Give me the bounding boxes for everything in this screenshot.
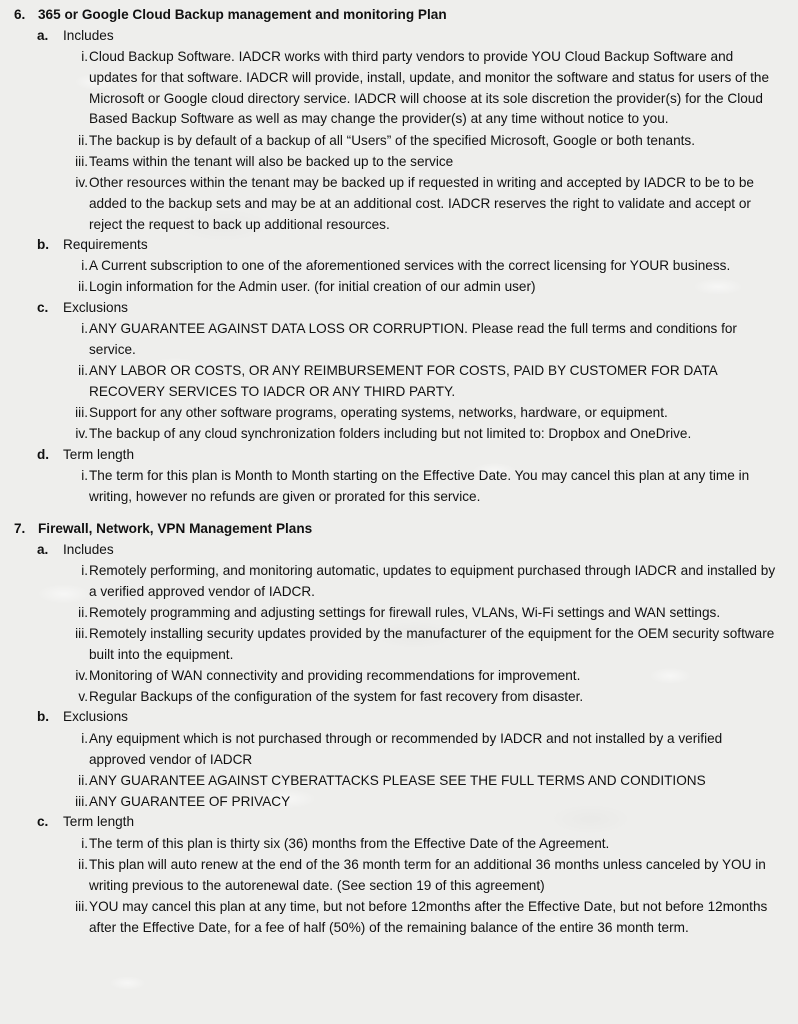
list-item-7b-i: [60, 729, 776, 771]
subsection-7b-heading: [37, 709, 128, 724]
item-numeral: iii.: [75, 899, 88, 914]
item-text: ANY GUARANTEE AGAINST CYBERATTACKS PLEASE SEE THE FULL TERMS AND CONDITIONS: [89, 773, 706, 788]
item-numeral: ii.: [78, 133, 88, 148]
subsection-label: Term length: [63, 814, 135, 829]
item-numeral: ii.: [78, 773, 88, 788]
list-item-6c-iv: [60, 424, 776, 445]
list-item-6a-iii: [60, 152, 776, 173]
item-text: The backup of any cloud synchronization folders including but not limited to: Dropbox and OneDrive.: [89, 426, 692, 441]
list-item-7a-v: [60, 687, 776, 708]
subsection-letter: c.: [37, 814, 49, 829]
item-text: Other resources within the tenant may be backed up if requested in writing and accepted by IADCR to be to be added to the backup sets and may be at an additional cost. IADCR reserves the right to validate and accept or reject the request to back up additional resources.: [89, 175, 754, 232]
item-text: Remotely performing, and monitoring automatic, updates to equipment purchased through IADCR and installed by a verified approved vendor of IADCR.: [89, 563, 776, 599]
list-item-7a-iii: [60, 624, 776, 666]
list-item-6b-i: [60, 256, 776, 277]
subsection-6c-heading: [37, 300, 128, 315]
subsection-label: Includes: [63, 542, 114, 557]
item-text: Any equipment which is not purchased through or recommended by IADCR and not installed by a verified approved vendor of IADCR: [89, 731, 723, 767]
item-numeral: iii.: [75, 794, 88, 809]
item-text: ANY GUARANTEE OF PRIVACY: [89, 794, 291, 809]
item-text: ANY LABOR OR COSTS, OR ANY REIMBURSEMENT FOR COSTS, PAID BY CUSTOMER FOR DATA RECOVERY SERVICES TO IADCR OR ANY THIRD PARTY.: [89, 363, 717, 399]
subsection-6b-heading: [37, 237, 148, 252]
list-item-7b-ii: [60, 771, 776, 792]
list-item-7c-i: [60, 834, 776, 855]
subsection-7c-heading: [37, 814, 134, 829]
item-numeral: i.: [81, 731, 88, 746]
subsection-label: Term length: [63, 447, 135, 462]
section-6-heading: [14, 7, 447, 22]
item-numeral: iii.: [75, 405, 88, 420]
subsection-7a-heading: [37, 542, 114, 557]
item-text: Regular Backups of the configuration of the system for fast recovery from disaster.: [89, 689, 584, 704]
item-numeral: iv.: [75, 426, 88, 441]
subsection-label: Includes: [63, 28, 114, 43]
item-numeral: i.: [81, 468, 88, 483]
list-item-7a-ii: [60, 603, 776, 624]
subsection-label: Exclusions: [63, 300, 128, 315]
section-7-heading: [14, 521, 312, 536]
subsection-letter: c.: [37, 300, 49, 315]
item-text: Teams within the tenant will also be backed up to the service: [89, 154, 454, 169]
item-numeral: iii.: [75, 154, 88, 169]
item-numeral: ii.: [78, 279, 88, 294]
item-numeral: iv.: [75, 668, 88, 683]
list-item-7c-iii: [60, 897, 776, 939]
item-numeral: i.: [81, 836, 88, 851]
subsection-letter: b.: [37, 237, 50, 252]
item-numeral: i.: [81, 321, 88, 336]
item-text: ANY GUARANTEE AGAINST DATA LOSS OR CORRUPTION. Please read the full terms and conditions for service.: [89, 321, 737, 357]
list-item-6c-i: [60, 319, 776, 361]
list-item-6a-i: [60, 47, 776, 130]
item-numeral: i.: [81, 258, 88, 273]
list-item-6a-ii: [60, 131, 776, 152]
item-text: The term for this plan is Month to Month starting on the Effective Date. You may cancel this plan at any time in writing, however no refunds are given or prorated for this service.: [89, 468, 750, 504]
item-text: Monitoring of WAN connectivity and providing recommendations for improvement.: [89, 668, 581, 683]
item-text: Remotely programming and adjusting settings for firewall rules, VLANs, Wi-Fi settings and WAN settings.: [89, 605, 721, 620]
section-title: Firewall, Network, VPN Management Plans: [38, 521, 313, 536]
list-item-7a-i: [60, 561, 776, 603]
section-number: 7.: [14, 521, 26, 536]
item-numeral: ii.: [78, 363, 88, 378]
subsection-label: Requirements: [63, 237, 148, 252]
list-item-6c-ii: [60, 361, 776, 403]
subsection-letter: a.: [37, 28, 49, 43]
item-numeral: i.: [81, 49, 88, 64]
item-numeral: iii.: [75, 626, 88, 641]
item-text: Support for any other software programs, operating systems, networks, hardware, or equipment.: [89, 405, 668, 420]
item-text: The term of this plan is thirty six (36) months from the Effective Date of the Agreement.: [89, 836, 610, 851]
item-numeral: i.: [81, 563, 88, 578]
subsection-letter: a.: [37, 542, 49, 557]
item-text: Login information for the Admin user. (for initial creation of our admin user): [89, 279, 536, 294]
section-title: 365 or Google Cloud Backup management and monitoring Plan: [38, 7, 447, 22]
item-text: The backup is by default of a backup of all “Users” of the specified Microsoft, Google or both tenants.: [89, 133, 695, 148]
item-numeral: ii.: [78, 605, 88, 620]
list-item-7a-iv: [60, 666, 776, 687]
subsection-letter: b.: [37, 709, 50, 724]
item-text: Remotely installing security updates provided by the manufacturer of the equipment for the OEM security software built into the equipment.: [89, 626, 775, 662]
section-number: 6.: [14, 7, 26, 22]
item-numeral: iv.: [75, 175, 88, 190]
subsection-6d-heading: [37, 447, 134, 462]
list-item-7b-iii: [60, 792, 776, 813]
list-item-6a-iv: [60, 173, 776, 235]
list-item-6d-i: [60, 466, 776, 508]
item-text: A Current subscription to one of the aforementioned services with the correct licensing for YOUR business.: [89, 258, 731, 273]
item-text: This plan will auto renew at the end of the 36 month term for an additional 36 months unless canceled by YOU in writing previous to the autorenewal date. (See section 19 of this agreement): [89, 857, 766, 893]
subsection-letter: d.: [37, 447, 50, 462]
item-numeral: v.: [78, 689, 88, 704]
item-numeral: ii.: [78, 857, 88, 872]
item-text: Cloud Backup Software. IADCR works with third party vendors to provide YOU Cloud Backup Software and updates for that software. IADCR will provide, install, update, and monitor the software and status for users of the Microsoft or Google cloud directory service. IADCR will choose at its sole discretion the provider(s) for the Cloud Based Backup Software as well as may change the provider(s) at any time without notice to you.: [89, 49, 770, 127]
list-item-6b-ii: [60, 277, 776, 298]
list-item-7c-ii: [60, 855, 776, 897]
subsection-label: Exclusions: [63, 709, 128, 724]
list-item-6c-iii: [60, 403, 776, 424]
subsection-6a-heading: [37, 28, 114, 43]
item-text: YOU may cancel this plan at any time, but not before 12months after the Effective Date, but not before 12months after the Effective Date, for a fee of half (50%) of the remaining balance of the entire 36 month term.: [89, 899, 768, 935]
